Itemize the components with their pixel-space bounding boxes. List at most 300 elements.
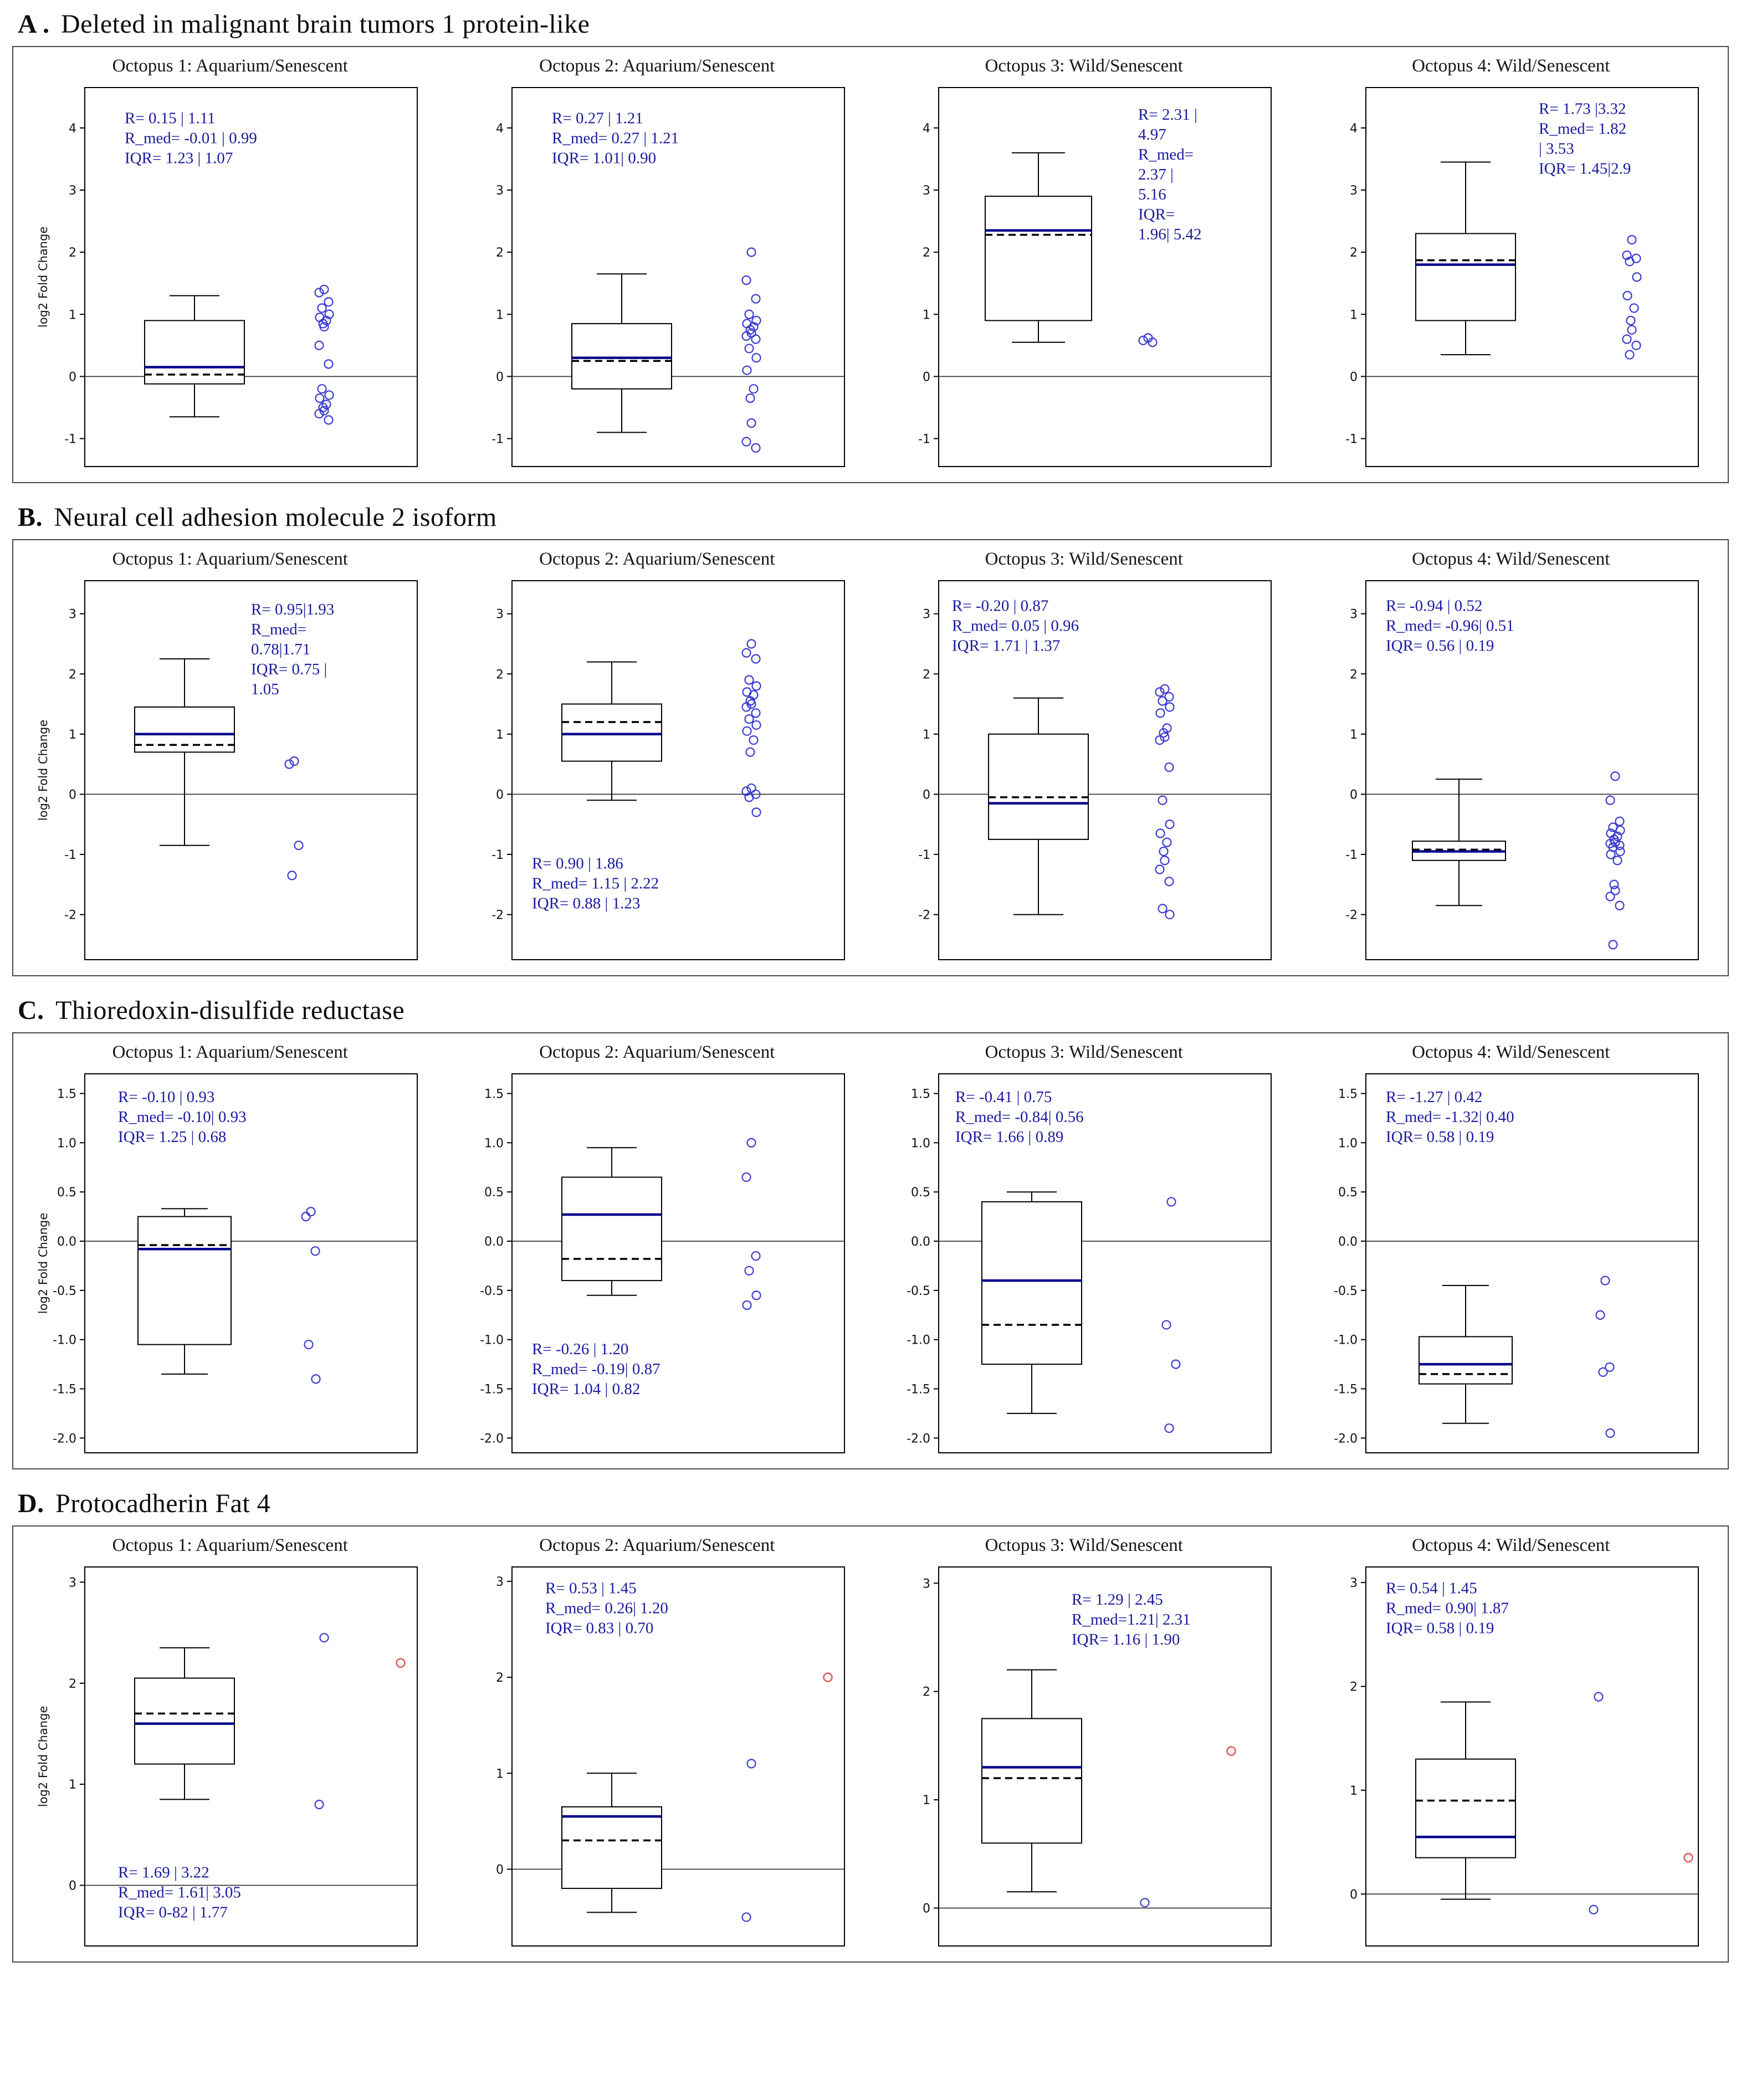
y-tick-label: -0.5 bbox=[53, 1284, 77, 1298]
y-tick-label: 3 bbox=[923, 1577, 931, 1591]
subplot-title: Octopus 1: Aquarium/Senescent bbox=[112, 1535, 348, 1555]
data-point bbox=[1606, 796, 1614, 805]
y-tick-label: 3 bbox=[1349, 607, 1358, 622]
boxplot-subplot bbox=[17, 56, 444, 478]
y-tick-label: 0.0 bbox=[484, 1235, 504, 1249]
y-tick-label: -1.0 bbox=[907, 1333, 931, 1348]
panel-letter: D. bbox=[18, 1489, 52, 1518]
y-tick-label: 0 bbox=[69, 370, 77, 385]
outlier-point bbox=[397, 1659, 405, 1667]
data-point bbox=[1159, 796, 1167, 805]
subplot-title: Octopus 4: Wild/Senescent bbox=[1412, 56, 1610, 76]
y-tick-label: 0 bbox=[1349, 1888, 1358, 1902]
y-tick-label: 1.5 bbox=[911, 1087, 931, 1102]
data-point bbox=[751, 295, 760, 303]
subplot-title: Octopus 3: Wild/Senescent bbox=[985, 1535, 1183, 1555]
boxplot-canvas bbox=[36, 1065, 424, 1464]
data-point bbox=[1615, 902, 1624, 910]
y-tick-label: 2 bbox=[495, 1671, 504, 1686]
boxplot-subplot bbox=[444, 549, 871, 971]
boxplot-canvas bbox=[1317, 79, 1705, 478]
y-tick-label: 0.5 bbox=[1338, 1186, 1358, 1200]
data-point bbox=[1627, 326, 1636, 334]
y-tick-label: 2 bbox=[923, 1685, 931, 1699]
stats-annotation-line: R_med= bbox=[251, 621, 307, 639]
data-point bbox=[320, 1633, 329, 1642]
stats-annotation-line: R_med=1.21| 2.31 bbox=[1072, 1611, 1191, 1629]
panel-heading bbox=[18, 502, 1729, 532]
data-point bbox=[1156, 829, 1165, 838]
data-point bbox=[1165, 763, 1174, 771]
y-tick-label: 1.0 bbox=[911, 1136, 931, 1151]
stats-annotation-line: R_med= -0.96| 0.51 bbox=[1385, 617, 1514, 635]
data-point bbox=[1606, 851, 1615, 859]
subplot-title: Octopus 2: Aquarium/Senescent bbox=[539, 549, 775, 569]
y-tick-label: 2 bbox=[923, 668, 931, 682]
data-point bbox=[1165, 877, 1174, 885]
y-tick-label: 1.0 bbox=[57, 1136, 77, 1151]
data-point bbox=[312, 1375, 320, 1383]
boxplot-canvas bbox=[36, 1558, 424, 1957]
subplot-title: Octopus 3: Wild/Senescent bbox=[985, 1042, 1183, 1062]
stats-annotation-line: R= -0.94 | 0.52 bbox=[1385, 597, 1483, 615]
y-tick-label: 1 bbox=[69, 308, 77, 322]
y-tick-label: -1 bbox=[491, 432, 504, 447]
y-tick-label: 1.5 bbox=[484, 1087, 504, 1102]
y-tick-label: 1 bbox=[69, 1778, 77, 1792]
y-tick-label: 1 bbox=[923, 1794, 931, 1808]
data-point bbox=[742, 276, 750, 284]
y-tick-label: 3 bbox=[69, 184, 77, 198]
box bbox=[982, 1202, 1082, 1364]
stats-annotation-line: | 3.53 bbox=[1538, 140, 1574, 158]
stats-annotation-line: IQR= 0.75 | bbox=[251, 660, 327, 679]
stats-annotation-line: R= 0.54 | 1.45 bbox=[1385, 1579, 1477, 1597]
panel-heading bbox=[18, 1488, 1729, 1519]
y-tick-label: 0.0 bbox=[57, 1235, 77, 1249]
data-point bbox=[1632, 341, 1640, 350]
panel-letter: C. bbox=[18, 996, 52, 1025]
data-point bbox=[1622, 335, 1631, 344]
y-tick-label: 2 bbox=[69, 246, 77, 260]
data-point bbox=[742, 438, 750, 446]
y-tick-label: 3 bbox=[69, 607, 77, 622]
panel-title: Neural cell adhesion molecule 2 isoform bbox=[54, 503, 497, 532]
boxplot-subplot bbox=[1298, 1535, 1725, 1957]
data-point bbox=[742, 1913, 750, 1922]
data-point bbox=[751, 444, 760, 452]
stats-annotation-line: R= -0.20 | 0.87 bbox=[952, 597, 1049, 615]
box bbox=[562, 1807, 662, 1888]
stats-annotation-line: R= -1.27 | 0.42 bbox=[1385, 1088, 1483, 1106]
y-tick-label: 3 bbox=[495, 184, 504, 198]
y-tick-label: 0.5 bbox=[57, 1186, 77, 1200]
boxplot-canvas bbox=[463, 79, 851, 478]
stats-annotation-line: R= 1.29 | 2.45 bbox=[1072, 1591, 1164, 1609]
y-tick-label: -1.5 bbox=[1333, 1382, 1358, 1397]
data-point bbox=[1611, 772, 1619, 780]
box bbox=[572, 324, 672, 389]
boxplot-canvas bbox=[463, 1558, 851, 1957]
y-tick-label: -1 bbox=[491, 848, 504, 862]
stats-annotation-line: R_med= -0.10| 0.93 bbox=[118, 1108, 247, 1126]
boxplot-canvas bbox=[1317, 1558, 1705, 1957]
boxplot-canvas bbox=[463, 1065, 851, 1464]
stats-annotation-line: R= 2.31 | bbox=[1138, 105, 1198, 124]
stats-annotation-line: R= 1.69 | 3.22 bbox=[118, 1863, 210, 1882]
data-point bbox=[745, 676, 753, 684]
y-tick-label: -1 bbox=[1345, 432, 1358, 447]
y-tick-label: 2 bbox=[495, 246, 504, 260]
stats-annotation-line: R= 0.95|1.93 bbox=[251, 601, 335, 619]
data-point bbox=[1594, 1693, 1602, 1701]
data-point bbox=[1606, 893, 1614, 901]
data-point bbox=[745, 1267, 753, 1275]
data-point bbox=[747, 1759, 755, 1768]
outlier-point bbox=[1684, 1853, 1692, 1862]
y-axis-label: log2 Fold Change bbox=[37, 719, 50, 821]
panel-box bbox=[12, 46, 1729, 483]
y-tick-label: 1 bbox=[1349, 1784, 1358, 1798]
y-tick-label: 1.0 bbox=[1338, 1136, 1358, 1151]
stats-annotation-line: R= 0.90 | 1.86 bbox=[531, 854, 623, 873]
boxplot-subplot bbox=[1298, 549, 1725, 971]
y-tick-label: 3 bbox=[69, 1576, 77, 1590]
y-tick-label: 0 bbox=[495, 370, 504, 385]
y-tick-label: 1.5 bbox=[1338, 1087, 1358, 1102]
data-point bbox=[315, 1800, 324, 1809]
y-tick-label: -2 bbox=[64, 908, 77, 923]
y-tick-label: 1.0 bbox=[484, 1136, 504, 1151]
stats-annotation-line: R= -0.26 | 1.20 bbox=[531, 1340, 629, 1358]
y-tick-label: 0.0 bbox=[1338, 1235, 1358, 1249]
data-point bbox=[1623, 291, 1631, 300]
boxplot-canvas bbox=[890, 1065, 1278, 1464]
y-tick-label: -1.5 bbox=[479, 1382, 504, 1397]
boxplot-subplot bbox=[17, 1042, 444, 1464]
data-point bbox=[1616, 847, 1624, 856]
y-tick-label: -1.5 bbox=[53, 1382, 77, 1397]
data-point bbox=[1625, 351, 1634, 359]
stats-annotation-line: 2.37 | bbox=[1138, 165, 1174, 183]
box bbox=[562, 704, 662, 761]
subplot-title: Octopus 3: Wild/Senescent bbox=[985, 549, 1183, 569]
y-tick-label: -1.0 bbox=[479, 1333, 504, 1348]
y-tick-label: 1.5 bbox=[57, 1087, 77, 1102]
stats-annotation-line: R_med= 1.15 | 2.22 bbox=[531, 874, 659, 893]
data-point bbox=[752, 354, 760, 362]
data-point bbox=[311, 1247, 320, 1255]
data-point bbox=[315, 341, 324, 350]
stats-annotation-line: IQR= 0.88 | 1.23 bbox=[531, 894, 641, 913]
panel bbox=[12, 1488, 1729, 1963]
y-tick-label: 2 bbox=[69, 668, 77, 682]
data-point bbox=[752, 808, 760, 817]
boxplot-canvas bbox=[463, 572, 851, 971]
boxplot-canvas bbox=[36, 572, 424, 971]
box bbox=[562, 1177, 662, 1281]
y-tick-label: 4 bbox=[1349, 121, 1358, 136]
data-point bbox=[1141, 1898, 1149, 1907]
y-tick-label: 0 bbox=[923, 370, 931, 385]
y-tick-label: 4 bbox=[923, 121, 931, 136]
stats-annotation-line: R= 0.15 | 1.11 bbox=[125, 109, 216, 127]
subplot-title: Octopus 2: Aquarium/Senescent bbox=[539, 56, 775, 76]
box bbox=[1416, 1759, 1515, 1858]
y-tick-label: -1 bbox=[64, 432, 77, 447]
stats-annotation-line: R_med= -0.84| 0.56 bbox=[955, 1108, 1084, 1126]
y-tick-label: 3 bbox=[1349, 184, 1358, 198]
boxplot-canvas bbox=[36, 79, 424, 478]
boxplot-subplot bbox=[1298, 1042, 1725, 1464]
boxplot-subplot bbox=[870, 56, 1298, 478]
stats-annotation-line: IQR= 0-82 | 1.77 bbox=[118, 1903, 228, 1922]
y-tick-label: 3 bbox=[495, 1575, 504, 1589]
data-point bbox=[295, 841, 303, 849]
box bbox=[982, 1719, 1082, 1843]
stats-annotation-line: IQR= 1.04 | 0.82 bbox=[531, 1380, 641, 1398]
data-point bbox=[1632, 273, 1641, 281]
y-tick-label: 4 bbox=[69, 121, 77, 136]
stats-annotation-line: R_med= 1.61| 3.05 bbox=[118, 1883, 242, 1902]
panel-title: Deleted in malignant brain tumors 1 protein-like bbox=[61, 9, 590, 39]
panel-title: Thioredoxin-disulfide reductase bbox=[55, 996, 405, 1025]
box bbox=[1419, 1336, 1512, 1384]
panel-letter: A . bbox=[18, 9, 57, 39]
boxplot-subplot bbox=[17, 1535, 444, 1957]
y-axis-label: log2 Fold Change bbox=[37, 226, 50, 328]
y-tick-label: 0 bbox=[923, 788, 931, 802]
data-point bbox=[752, 1291, 760, 1299]
stats-annotation-line: 5.16 bbox=[1138, 185, 1166, 203]
stats-annotation-line: IQR= 1.01| 0.90 bbox=[551, 149, 656, 167]
panel-heading bbox=[18, 995, 1729, 1026]
y-tick-label: 2 bbox=[1349, 1680, 1358, 1694]
y-tick-label: 1 bbox=[923, 728, 931, 742]
stats-annotation-line: R= 0.53 | 1.45 bbox=[545, 1579, 637, 1597]
data-point bbox=[1172, 1360, 1180, 1369]
y-tick-label: -1 bbox=[918, 432, 931, 447]
y-tick-label: 2 bbox=[495, 668, 504, 682]
data-point bbox=[749, 736, 757, 744]
data-point bbox=[747, 248, 755, 257]
data-point bbox=[1599, 1368, 1607, 1376]
stats-annotation-line: 1.96| 5.42 bbox=[1138, 225, 1202, 243]
y-tick-label: -2 bbox=[491, 908, 504, 923]
data-point bbox=[1168, 1197, 1176, 1206]
stats-annotation-line: IQR= 1.66 | 0.89 bbox=[955, 1128, 1064, 1146]
stats-annotation-line: IQR= bbox=[1138, 205, 1175, 223]
data-point bbox=[1609, 940, 1617, 949]
y-tick-label: -1 bbox=[64, 848, 77, 862]
data-point bbox=[1166, 820, 1174, 828]
y-tick-label: 0 bbox=[69, 1879, 77, 1893]
stats-annotation-line: 0.78|1.71 bbox=[251, 641, 311, 659]
y-tick-label: 1 bbox=[1349, 728, 1358, 742]
data-point bbox=[751, 335, 760, 344]
panel bbox=[12, 9, 1729, 483]
data-point bbox=[743, 727, 751, 735]
stats-annotation-line: IQR= 1.45|2.9 bbox=[1538, 160, 1631, 178]
y-tick-label: -1 bbox=[918, 848, 931, 862]
y-tick-label: 1 bbox=[923, 308, 931, 322]
boxplot-canvas bbox=[1317, 572, 1705, 971]
y-tick-label: -2.0 bbox=[907, 1432, 931, 1446]
y-tick-label: 0.5 bbox=[911, 1186, 931, 1200]
y-tick-label: -2 bbox=[1345, 908, 1358, 923]
stats-annotation-line: IQR= 0.56 | 0.19 bbox=[1385, 637, 1494, 655]
y-tick-label: 3 bbox=[1349, 1576, 1358, 1591]
y-tick-label: 2 bbox=[69, 1677, 77, 1691]
stats-annotation-line: IQR= 0.58 | 0.19 bbox=[1385, 1619, 1494, 1637]
panel-heading bbox=[18, 9, 1729, 39]
stats-annotation-line: R= -0.41 | 0.75 bbox=[955, 1088, 1052, 1106]
data-point bbox=[307, 1207, 315, 1216]
y-tick-label: 1 bbox=[1349, 308, 1358, 322]
data-point bbox=[749, 385, 757, 393]
y-tick-label: -2.0 bbox=[1333, 1432, 1358, 1446]
box bbox=[138, 1217, 231, 1345]
y-axis-label: log2 Fold Change bbox=[37, 1705, 50, 1807]
boxplot-subplot bbox=[870, 1535, 1298, 1957]
stats-annotation-line: R_med= -0.01 | 0.99 bbox=[125, 129, 258, 147]
boxplot-subplot bbox=[1298, 56, 1725, 478]
data-point bbox=[1156, 865, 1164, 874]
data-point bbox=[318, 304, 326, 313]
subplot-title: Octopus 4: Wild/Senescent bbox=[1412, 1535, 1610, 1555]
subplot-title: Octopus 1: Aquarium/Senescent bbox=[112, 56, 348, 76]
stats-annotation-line: R= 0.27 | 1.21 bbox=[551, 109, 643, 127]
y-axis-label: log2 Fold Change bbox=[37, 1212, 50, 1314]
stats-annotation-line: R_med= 0.05 | 0.96 bbox=[952, 617, 1079, 635]
subplot-title: Octopus 3: Wild/Senescent bbox=[985, 56, 1183, 76]
boxplot-canvas bbox=[890, 572, 1278, 971]
y-tick-label: 0 bbox=[69, 788, 77, 802]
boxplot-canvas bbox=[1317, 1065, 1705, 1464]
data-point bbox=[745, 310, 753, 319]
y-tick-label: -0.5 bbox=[479, 1284, 504, 1298]
data-point bbox=[305, 1340, 313, 1349]
data-point bbox=[743, 1301, 751, 1309]
data-point bbox=[1613, 856, 1621, 864]
stats-annotation-line: R_med= 0.26| 1.20 bbox=[545, 1599, 668, 1617]
y-tick-label: -0.5 bbox=[907, 1284, 931, 1298]
data-point bbox=[1159, 904, 1167, 913]
stats-annotation-line: R_med= bbox=[1138, 145, 1194, 163]
stats-annotation-line: IQR= 1.25 | 0.68 bbox=[118, 1128, 227, 1146]
subplot-title: Octopus 2: Aquarium/Senescent bbox=[539, 1535, 775, 1555]
y-tick-label: -1.5 bbox=[907, 1382, 931, 1397]
stats-annotation-line: IQR= 1.23 | 1.07 bbox=[125, 149, 233, 167]
data-point bbox=[1626, 316, 1635, 325]
data-point bbox=[1166, 910, 1174, 919]
y-tick-label: 0.5 bbox=[484, 1186, 504, 1200]
y-tick-label: 0 bbox=[1349, 788, 1358, 802]
data-point bbox=[751, 709, 760, 717]
boxplot-subplot bbox=[444, 1042, 871, 1464]
data-point bbox=[1160, 847, 1168, 856]
y-tick-label: 2 bbox=[1349, 246, 1358, 260]
data-point bbox=[751, 655, 760, 663]
y-tick-label: 3 bbox=[495, 607, 504, 622]
stats-annotation-line: IQR= 1.16 | 1.90 bbox=[1072, 1631, 1180, 1649]
data-point bbox=[746, 394, 754, 402]
data-point bbox=[1156, 709, 1165, 717]
y-tick-label: 0 bbox=[923, 1902, 931, 1916]
data-point bbox=[1601, 1277, 1609, 1285]
data-point bbox=[751, 1252, 760, 1260]
data-point bbox=[743, 366, 751, 375]
y-tick-label: 3 bbox=[923, 607, 931, 622]
stats-annotation-line: R_med= -1.32| 0.40 bbox=[1385, 1108, 1514, 1126]
panel-box bbox=[12, 1032, 1729, 1469]
figure bbox=[12, 9, 1729, 1963]
boxplot-subplot bbox=[870, 549, 1298, 971]
y-tick-label: 0 bbox=[495, 1863, 504, 1877]
boxplot-subplot bbox=[17, 549, 444, 971]
panel bbox=[12, 502, 1729, 976]
data-point bbox=[745, 344, 753, 352]
panel-letter: B. bbox=[18, 503, 50, 532]
subplot-title: Octopus 4: Wild/Senescent bbox=[1412, 1042, 1610, 1062]
y-tick-label: -2.0 bbox=[53, 1432, 77, 1446]
subplot-title: Octopus 1: Aquarium/Senescent bbox=[112, 1042, 348, 1062]
y-tick-label: 0 bbox=[495, 788, 504, 802]
data-point bbox=[1596, 1311, 1604, 1319]
data-point bbox=[1163, 1321, 1171, 1329]
y-tick-label: 2 bbox=[1349, 668, 1358, 682]
data-point bbox=[747, 1139, 755, 1147]
stats-annotation-line: IQR= 1.71 | 1.37 bbox=[952, 637, 1061, 655]
y-tick-label: 2 bbox=[923, 246, 931, 260]
stats-annotation-line: R= -0.10 | 0.93 bbox=[118, 1088, 215, 1106]
boxplot-canvas bbox=[890, 1558, 1278, 1957]
outlier-point bbox=[1227, 1747, 1236, 1755]
data-point bbox=[1163, 838, 1171, 847]
panels bbox=[12, 9, 1729, 1963]
data-point bbox=[325, 360, 333, 368]
y-tick-label: 0.0 bbox=[911, 1235, 931, 1249]
y-tick-label: 1 bbox=[495, 308, 504, 322]
data-point bbox=[742, 1173, 750, 1181]
data-point bbox=[1139, 336, 1148, 345]
boxplot-subplot bbox=[870, 1042, 1298, 1464]
panel-box bbox=[12, 539, 1729, 976]
y-tick-label: 1 bbox=[69, 728, 77, 742]
data-point bbox=[752, 721, 760, 729]
data-point bbox=[318, 385, 326, 393]
stats-annotation-line: R_med= 1.82 bbox=[1538, 120, 1626, 138]
data-point bbox=[747, 640, 755, 648]
data-point bbox=[325, 416, 333, 424]
data-point bbox=[302, 1212, 310, 1221]
y-tick-label: -2.0 bbox=[479, 1432, 504, 1446]
stats-annotation-line: IQR= 0.58 | 0.19 bbox=[1385, 1128, 1494, 1146]
data-point bbox=[288, 872, 296, 880]
stats-annotation-line: 4.97 bbox=[1138, 125, 1166, 144]
y-tick-label: -0.5 bbox=[1333, 1284, 1358, 1298]
y-tick-label: 3 bbox=[923, 184, 931, 198]
y-tick-label: 1 bbox=[495, 728, 504, 742]
data-point bbox=[746, 748, 754, 756]
stats-annotation-line: R_med= -0.19| 0.87 bbox=[531, 1360, 660, 1378]
box bbox=[135, 1678, 234, 1764]
y-tick-label: -1.0 bbox=[1333, 1333, 1358, 1348]
data-point bbox=[1159, 697, 1167, 705]
data-point bbox=[1630, 304, 1638, 313]
y-tick-label: 4 bbox=[495, 121, 504, 136]
outlier-point bbox=[823, 1673, 832, 1682]
